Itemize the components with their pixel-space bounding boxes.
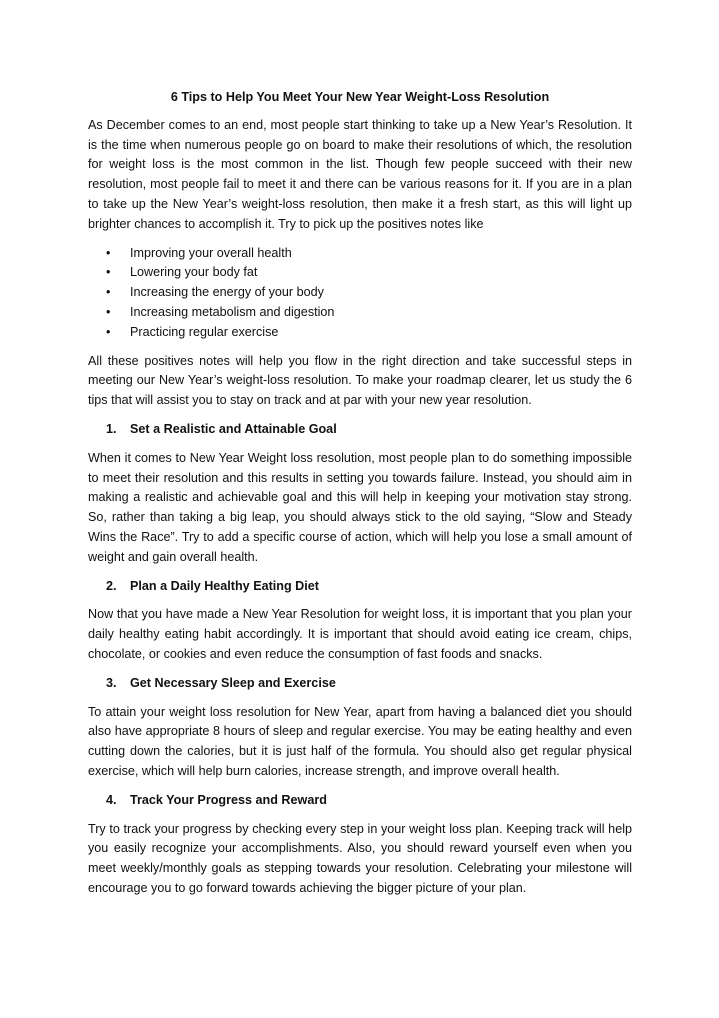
section-heading-3 bbox=[88, 674, 632, 694]
bullet-icon: • bbox=[106, 245, 111, 260]
section-heading-text: Set a Realistic and Attainable Goal bbox=[130, 421, 337, 436]
document-title: 6 Tips to Help You Meet Your New Year Weight-Loss Resolution bbox=[170, 90, 550, 104]
list-item bbox=[88, 303, 632, 323]
list-item-text: Increasing metabolism and digestion bbox=[130, 304, 335, 319]
after-list-paragraph: All these positives notes will help you flow in the right direction and take successful steps in meeting our New Year’s weight-loss resolution. To make your roadmap clearer, let us study the 6 tips that will assist you to stay on track and at par with your new year resolution. bbox=[88, 353, 632, 408]
section-heading-text: Track Your Progress and Reward bbox=[130, 792, 327, 807]
section-body-3: To attain your weight loss resolution for New Year, apart from having a balanced diet you should also have appropriate 8 hours of sleep and regular exercise. You may be eating healthy and even cutting down the calories, but it is just half of the formula. You should also get regular physical exercise, which will help burn calories, increase strength, and improve overall health. bbox=[88, 704, 632, 778]
bullet-icon: • bbox=[106, 304, 111, 319]
intro-paragraph: As December comes to an end, most people start thinking to take up a New Year’s Resolution. It is the time when numerous people go on board to make their resolutions of which, the resolution for weight loss is the most common in the list. Though few people succeed with their new resolution, most people fail to meet it and there can be various reasons for it. If you are in a plan to take up the New Year’s weight-loss resolution, then make it a fresh start, as this will light up brighter chances to accomplish it. Try to pick up the positives notes like bbox=[88, 117, 632, 231]
list-item bbox=[88, 323, 632, 343]
section-number: 2. bbox=[106, 578, 117, 593]
section-body-2: Now that you have made a New Year Resolution for weight loss, it is important that you plan your daily healthy eating habit accordingly. It is important that should avoid eating ice cream, chips, chocolate, or cookies and even reduce the consumption of fast foods and snacks. bbox=[88, 607, 632, 661]
bullet-icon: • bbox=[106, 265, 111, 280]
list-item bbox=[88, 263, 632, 283]
list-item-text: Improving your overall health bbox=[130, 245, 292, 260]
section-number: 3. bbox=[106, 675, 117, 690]
section-heading-2 bbox=[88, 577, 632, 597]
section-body-4: Try to track your progress by checking every step in your weight loss plan. Keeping track will help you easily recognize your accomplishments. Also, you should reward yourself even when you meet weekly/monthly goals as stepping towards your resolution. Celebrating your milestone will encourage you to go forward towards achieving the bigger picture of your plan. bbox=[88, 821, 632, 895]
section-number: 1. bbox=[106, 421, 117, 436]
list-item-text: Practicing regular exercise bbox=[130, 324, 279, 339]
list-item-text: Lowering your body fat bbox=[130, 265, 258, 280]
section-heading-text: Plan a Daily Healthy Eating Diet bbox=[130, 578, 319, 593]
section-number: 4. bbox=[106, 792, 117, 807]
document-page bbox=[88, 88, 632, 908]
bullet-icon: • bbox=[106, 285, 111, 300]
bullet-icon: • bbox=[106, 324, 111, 339]
section-heading-text: Get Necessary Sleep and Exercise bbox=[130, 675, 336, 690]
section-body-1: When it comes to New Year Weight loss resolution, most people plan to do something impossible to meet their resolution and this results in setting you towards failure. Instead, you should aim in making a realistic and achievable goal and this will help in keeping your motivation stay strong. So, rather than taking a big leap, you should always stick to the old saying, “Slow and Steady Wins the Race”. Try to add a specific course of action, which will help you lose a small amount of weight and gain overall health. bbox=[88, 450, 632, 564]
list-item-text: Increasing the energy of your body bbox=[130, 285, 324, 300]
section-heading-4 bbox=[88, 791, 632, 811]
section-heading-1 bbox=[88, 420, 632, 440]
list-item bbox=[88, 244, 632, 264]
positives-list bbox=[88, 244, 632, 343]
list-item bbox=[88, 283, 632, 303]
